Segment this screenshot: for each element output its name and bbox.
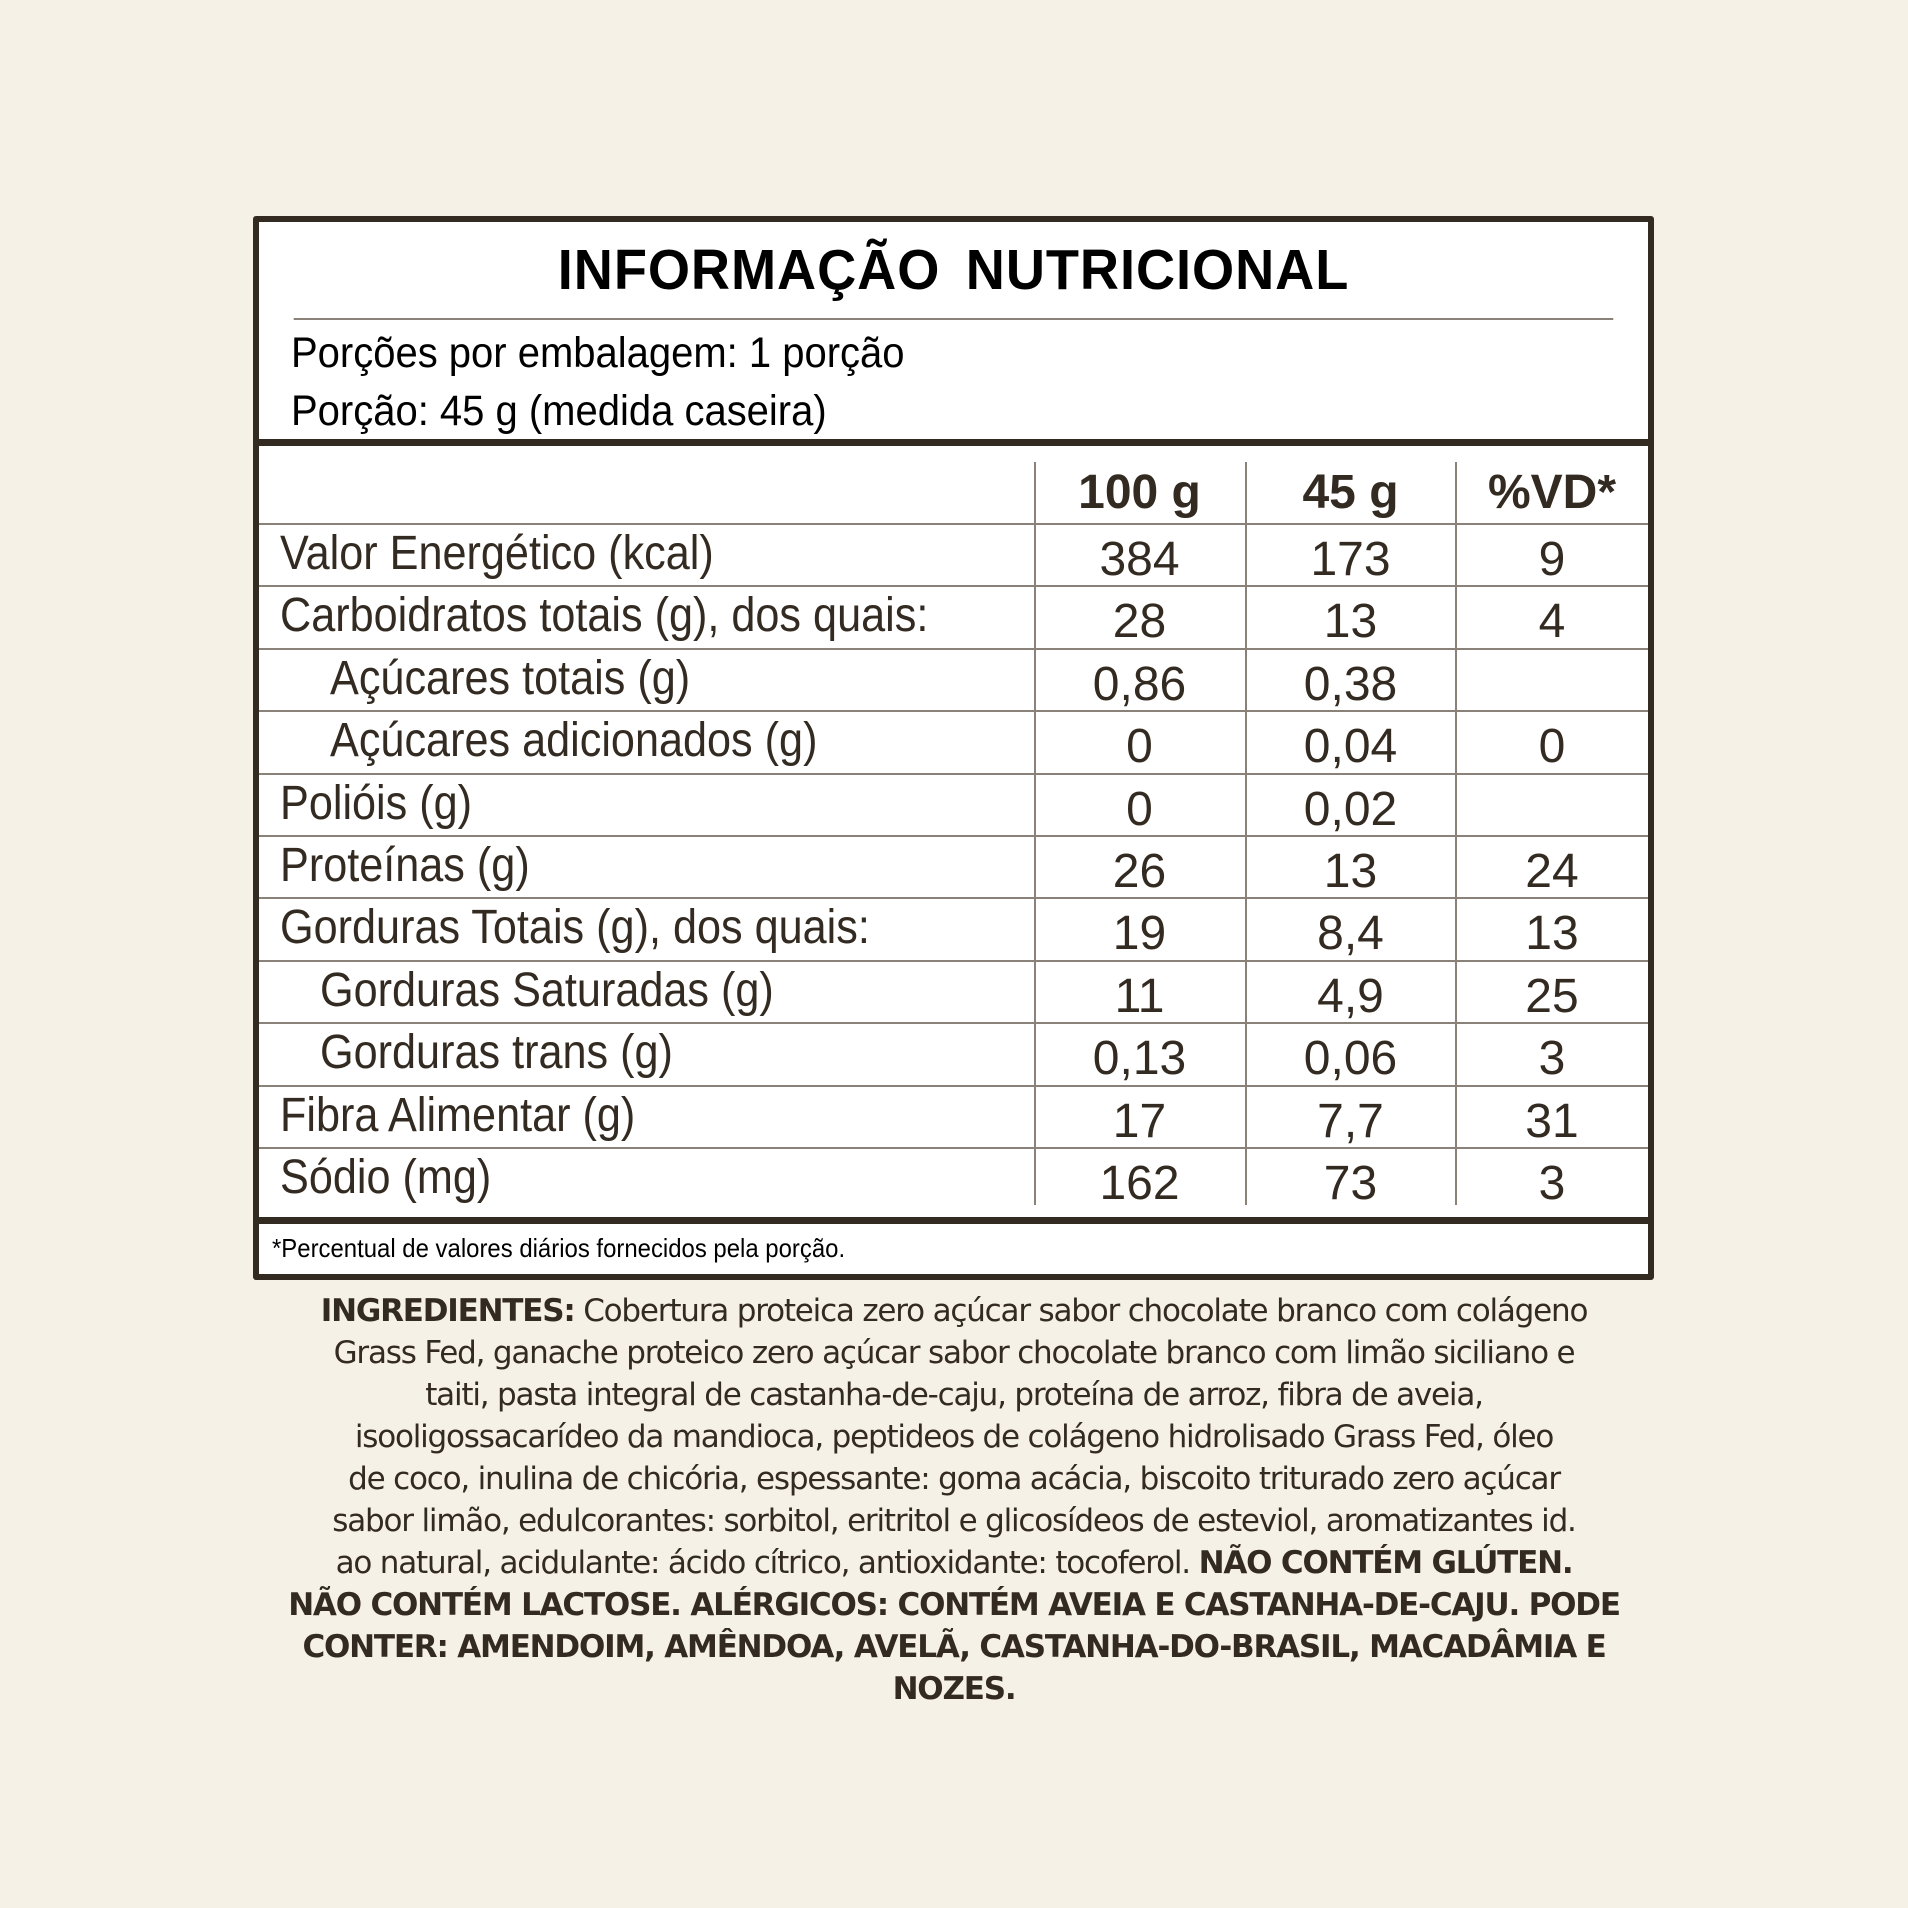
value-per-100g: 26 <box>1112 845 1167 898</box>
serving-size: Porção: 45 g (medida caseira) <box>291 387 827 435</box>
ingredients-line <box>258 1416 1650 1458</box>
table-row <box>259 585 1648 648</box>
daily-value-percent: 3 <box>1538 1157 1566 1210</box>
ingredients-line <box>258 1458 1650 1500</box>
ingredients-bold-text: CONTER: AMENDOIM, AMÊNDOA, AVELÃ, CASTANHA-DO-BRASIL, MACADÂMIA E <box>302 1629 1606 1665</box>
table-header-row <box>259 460 1648 523</box>
table-row <box>259 1022 1648 1085</box>
column-header-45g: 45 g <box>1302 466 1399 519</box>
value-per-100g: 384 <box>1099 533 1180 586</box>
value-per-100g: 11 <box>1114 969 1165 1023</box>
value-per-45g: 0,06 <box>1303 1032 1398 1086</box>
ingredients-line <box>258 1542 1650 1584</box>
nutrition-facts-label <box>253 216 1654 1280</box>
daily-value-percent: 13 <box>1525 907 1579 961</box>
ingredients-line <box>258 1374 1650 1416</box>
column-header-vd: %VD* <box>1487 466 1617 519</box>
nutrient-name: Açúcares adicionados (g) <box>330 714 818 768</box>
table-row <box>259 897 1648 960</box>
ingredients-text <box>258 1290 1650 1710</box>
ingredients-bold-text: INGREDIENTES: <box>320 1293 575 1329</box>
value-per-100g: 28 <box>1112 595 1167 649</box>
value-per-100g: 19 <box>1112 907 1167 961</box>
value-per-45g: 8,4 <box>1317 907 1384 961</box>
daily-value-percent: 4 <box>1538 595 1566 649</box>
table-row <box>259 1147 1648 1210</box>
value-per-45g: 13 <box>1323 595 1378 649</box>
daily-value-percent: 0 <box>1538 720 1566 774</box>
ingredients-bold-text: NÃO CONTÉM GLÚTEN. <box>1198 1545 1573 1581</box>
value-per-45g: 0,04 <box>1303 720 1398 774</box>
nutrient-name: Gorduras Saturadas (g) <box>320 963 774 1017</box>
ingredients-line <box>258 1668 1650 1710</box>
daily-value-percent: 24 <box>1525 845 1579 898</box>
value-per-45g: 73 <box>1323 1157 1378 1210</box>
serving-info <box>259 320 1648 446</box>
column-header-100g: 100 g <box>1078 466 1201 519</box>
ingredients-line <box>258 1584 1650 1626</box>
value-per-45g: 7,7 <box>1317 1094 1384 1148</box>
table-row <box>259 960 1648 1023</box>
value-per-100g: 0 <box>1126 720 1153 774</box>
table-row <box>259 835 1648 898</box>
table-row <box>259 648 1648 711</box>
daily-value-percent: 31 <box>1525 1094 1579 1148</box>
nutrient-name: Açúcares totais (g) <box>330 651 691 705</box>
table-row <box>259 1085 1648 1148</box>
footnote-text: *Percentual de valores diários fornecidos pela porção. <box>272 1233 846 1263</box>
table-row <box>259 710 1648 773</box>
ingredients-line <box>258 1500 1650 1542</box>
ingredients-regular-text: sabor limão, edulcorantes: sorbitol, eritritol e glicosídeos de esteviol, aromatizantes id. <box>332 1503 1576 1539</box>
ingredients-regular-text: taiti, pasta integral de castanha-de-caju, proteína de arroz, fibra de aveia, <box>425 1377 1483 1413</box>
daily-value-percent: 9 <box>1538 533 1566 586</box>
ingredients-regular-text: de coco, inulina de chicória, espessante: goma acácia, biscoito triturado zero açúcar <box>348 1461 1560 1497</box>
nutrient-name: Fibra Alimentar (g) <box>280 1088 636 1142</box>
nutrient-name: Gorduras trans (g) <box>320 1026 673 1080</box>
servings-per-package: Porções por embalagem: 1 porção <box>291 329 905 377</box>
ingredients-bold-text: NOZES. <box>892 1671 1016 1707</box>
value-per-45g: 173 <box>1310 533 1391 586</box>
ingredients-regular-text: Grass Fed, ganache proteico zero açúcar sabor chocolate branco com limão siciliano e <box>333 1335 1575 1371</box>
nutrition-table <box>259 452 1648 1217</box>
value-per-100g: 162 <box>1099 1157 1180 1210</box>
value-per-45g: 13 <box>1323 845 1378 898</box>
ingredients-regular-text: isooligossacarídeo da mandioca, peptideos de colágeno hidrolisado Grass Fed, óleo <box>354 1419 1554 1455</box>
nutrient-name: Gorduras Totais (g), dos quais: <box>280 901 870 955</box>
nutrient-name: Carboidratos totais (g), dos quais: <box>280 589 929 643</box>
ingredients-line <box>258 1626 1650 1668</box>
table-row <box>259 773 1648 836</box>
ingredients-bold-text: NÃO CONTÉM LACTOSE. ALÉRGICOS: CONTÉM AVEIA E CASTANHA-DE-CAJU. PODE <box>288 1587 1620 1623</box>
nutrient-name: Sódio (mg) <box>280 1151 492 1204</box>
ingredients-regular-text: ao natural, acidulante: ácido cítrico, antioxidante: tocoferol. <box>335 1545 1199 1581</box>
value-per-100g: 0 <box>1126 782 1153 836</box>
nutrient-name: Polióis (g) <box>280 776 473 830</box>
value-per-45g: 4,9 <box>1317 969 1384 1023</box>
nutrient-name: Valor Energético (kcal) <box>280 527 714 580</box>
value-per-45g: 0,38 <box>1303 657 1398 711</box>
value-per-45g: 0,02 <box>1303 782 1398 836</box>
value-per-100g: 17 <box>1112 1094 1167 1148</box>
value-per-100g: 0,86 <box>1092 657 1187 711</box>
value-per-100g: 0,13 <box>1092 1032 1187 1086</box>
ingredients-line <box>258 1290 1650 1332</box>
daily-value-percent: 3 <box>1538 1032 1566 1086</box>
table-row <box>259 523 1648 586</box>
ingredients-regular-text: Cobertura proteica zero açúcar sabor chocolate branco com colágeno <box>574 1293 1588 1329</box>
label-title: INFORMAÇÃO NUTRICIONAL <box>294 222 1614 320</box>
daily-value-percent: 25 <box>1525 969 1579 1023</box>
footnote <box>259 1217 1648 1274</box>
nutrient-name: Proteínas (g) <box>280 839 530 892</box>
ingredients-line <box>258 1332 1650 1374</box>
